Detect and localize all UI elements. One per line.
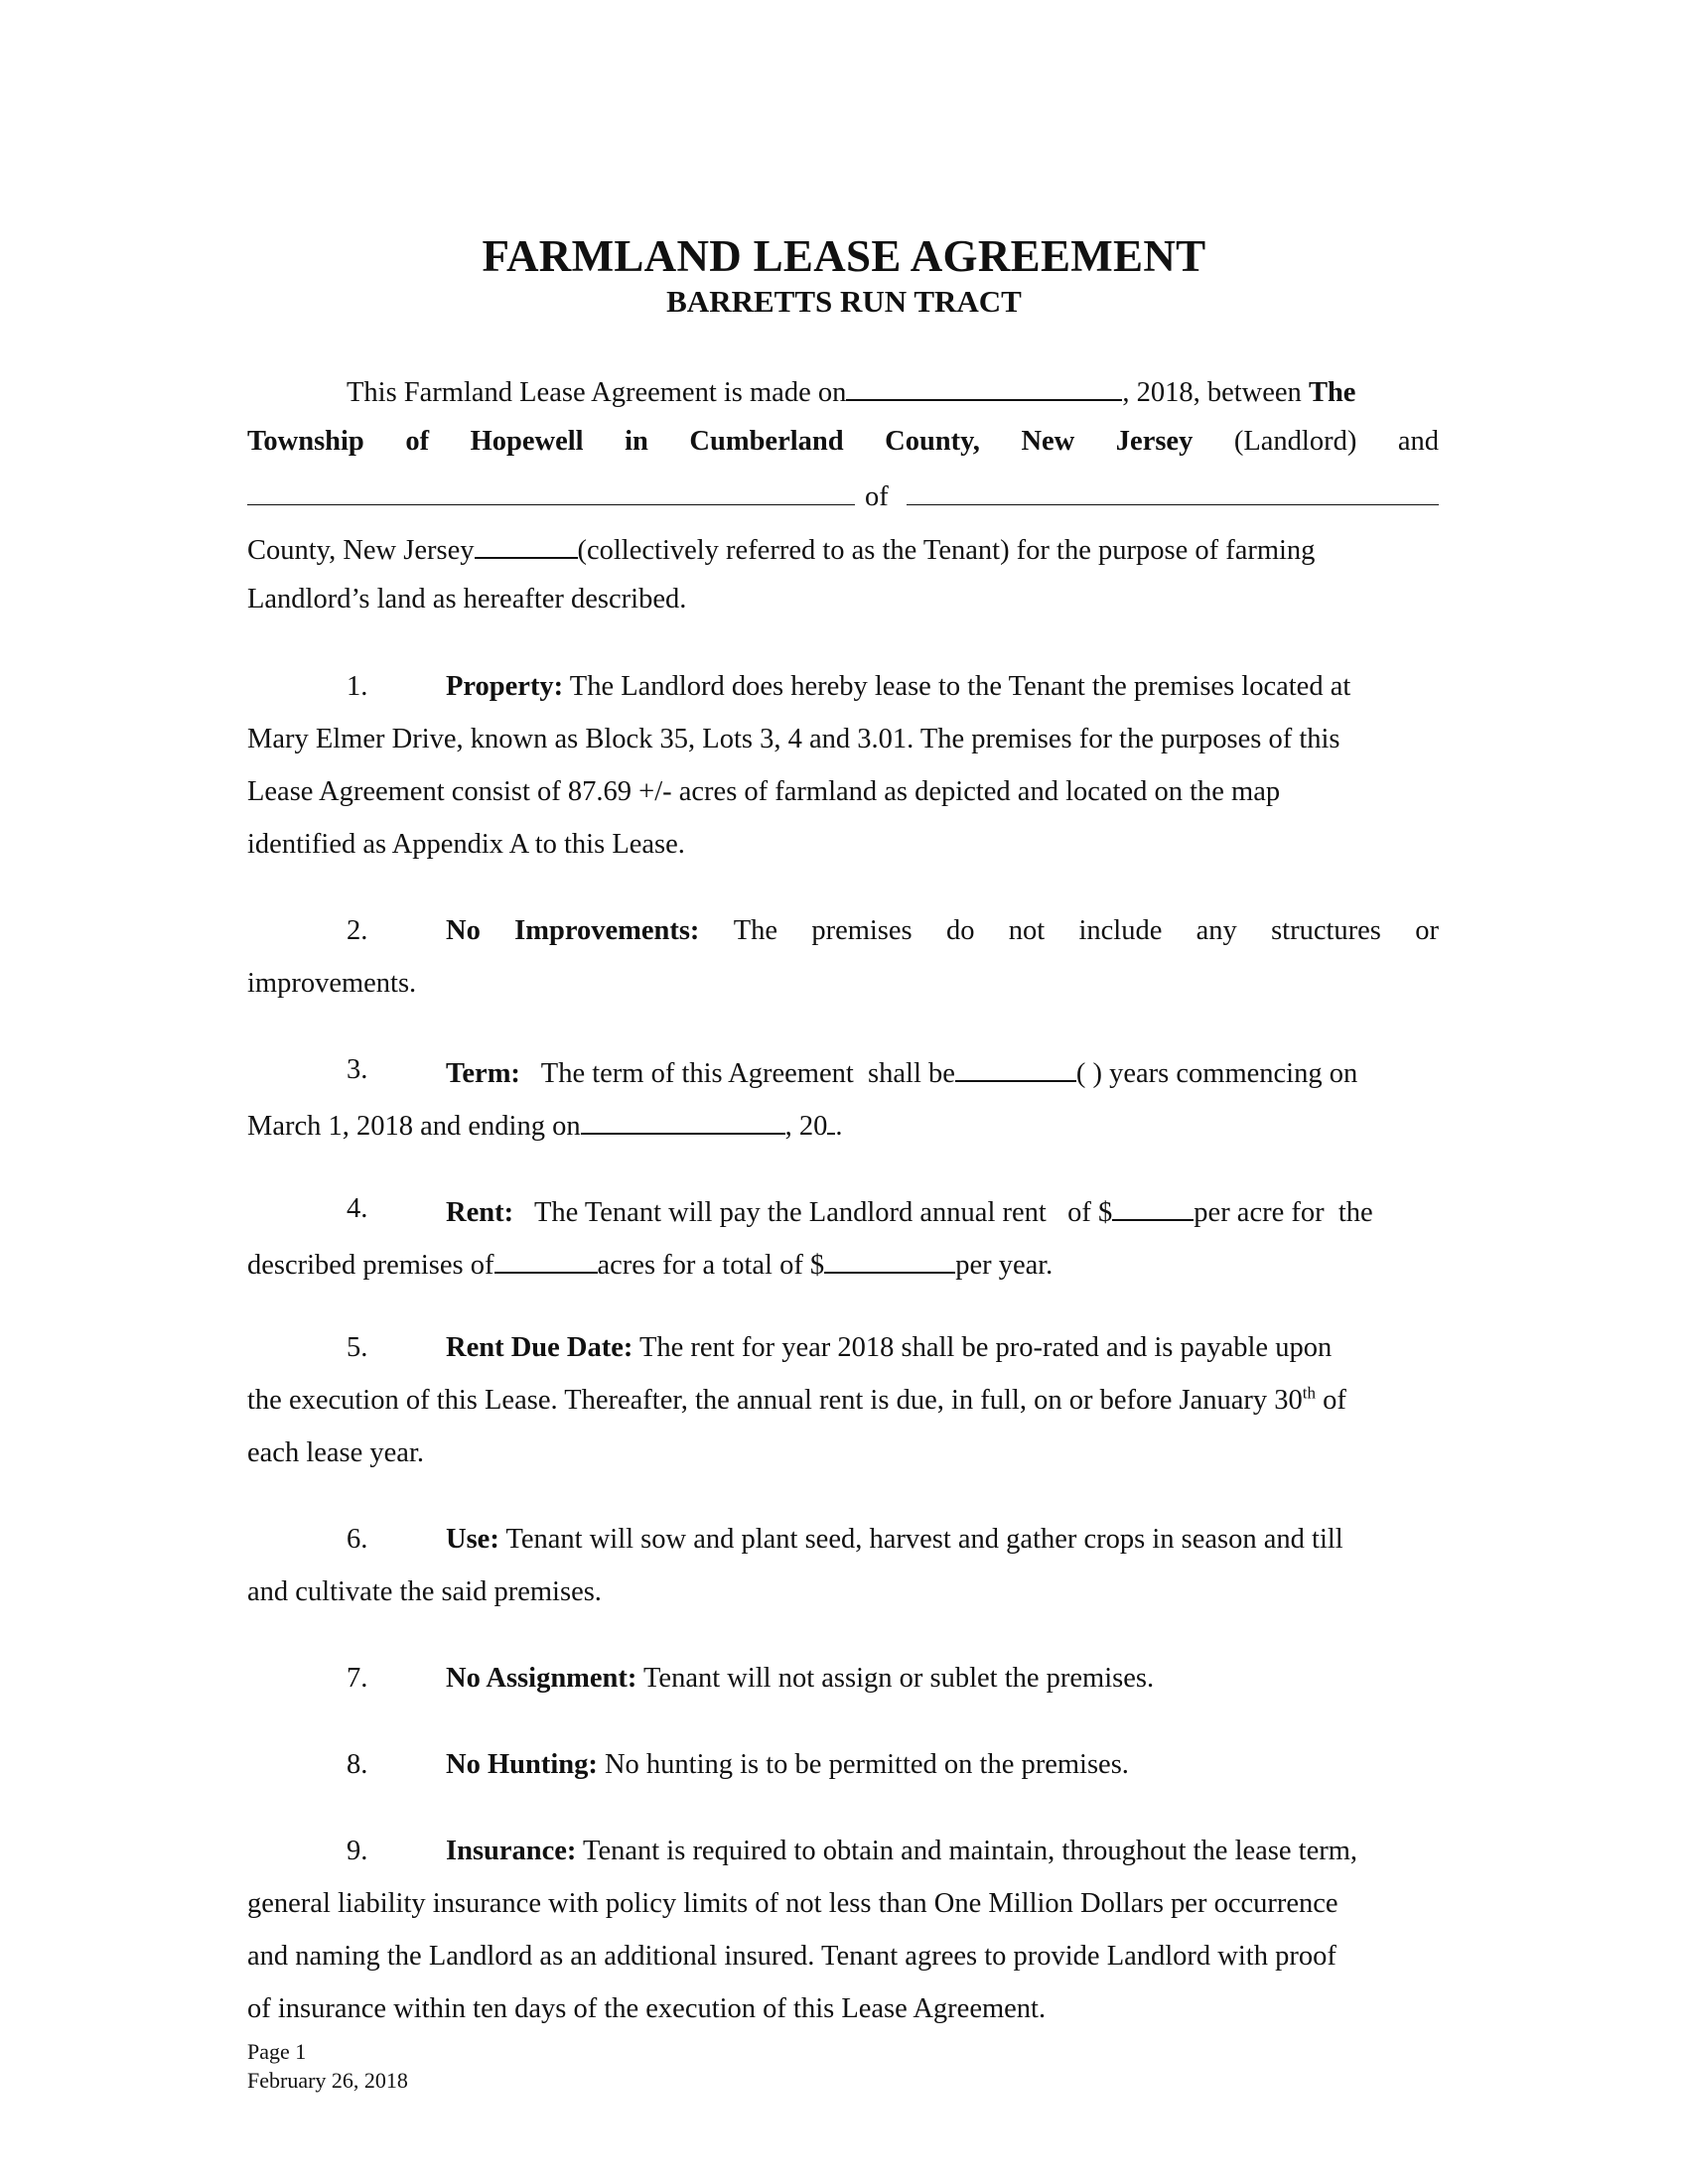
document-title: FARMLAND LEASE AGREEMENT — [482, 231, 1206, 281]
section-2-line-1 — [247, 911, 1439, 951]
section-3-text — [446, 1050, 1357, 1094]
landlord-word: Hopewell — [470, 426, 584, 457]
landlord-word: Jersey — [1115, 426, 1194, 457]
section-text: Tenant is required to obtain and maintain, throughout the lease term, — [576, 1836, 1357, 1866]
section-number: 6. — [347, 1524, 368, 1555]
section-8-text — [446, 1745, 1129, 1785]
section-text: and cultivate the said premises. — [247, 1576, 602, 1607]
section-heading: Insurance: — [446, 1836, 577, 1866]
section-5-line-3 — [247, 1433, 1439, 1473]
section-2-justified — [446, 911, 1439, 951]
section-word: or — [1415, 915, 1439, 946]
landlord-word: in — [625, 426, 648, 457]
section-number: 9. — [347, 1836, 368, 1866]
section-word: not — [1008, 915, 1046, 946]
section-number: 7. — [347, 1663, 368, 1694]
section-text: improvements. — [247, 968, 417, 999]
section-5-line-1 — [247, 1328, 1439, 1368]
section-heading: No Hunting: — [446, 1749, 598, 1780]
date-blank — [846, 369, 1122, 401]
section-text: per year. — [955, 1250, 1054, 1281]
section-word: premises — [811, 915, 913, 946]
section-4-line-1 — [247, 1189, 1439, 1229]
section-text: each lease year. — [247, 1437, 424, 1468]
section-text: per acre for the — [1194, 1197, 1373, 1228]
section-text: . — [835, 1111, 843, 1142]
section-text: The rent for year 2018 shall be pro-rated and is payable upon — [633, 1332, 1333, 1363]
term-years-blank — [955, 1050, 1076, 1082]
intro-text: County, New Jersey — [247, 535, 475, 566]
intro-text: , 2018, between — [1122, 377, 1309, 408]
section-text: the execution of this Lease. Thereafter, the annual rent is due, in full, on or before January 30 — [247, 1385, 1303, 1416]
intro-text: (collectively referred to as the Tenant) for the purpose of farming — [577, 535, 1316, 566]
section-8-line-1 — [247, 1745, 1439, 1785]
section-text: No hunting is to be permitted on the premises. — [597, 1749, 1129, 1780]
section-word: include — [1078, 915, 1163, 946]
intro-word: and — [1397, 426, 1439, 457]
total-rent-blank — [824, 1242, 955, 1274]
section-number: 2. — [347, 915, 368, 946]
intro-text-bold: The — [1308, 377, 1356, 408]
section-text: March 1, 2018 and ending on — [247, 1111, 581, 1142]
section-4-line-2 — [247, 1242, 1439, 1282]
acres-blank — [494, 1242, 598, 1274]
of-word: of — [865, 481, 889, 512]
section-heading: No — [446, 915, 481, 946]
section-text: acres for a total of $ — [597, 1250, 825, 1281]
tenant-name-blank — [247, 475, 855, 505]
section-9-line-3 — [247, 1937, 1439, 1977]
section-heading: Property: — [446, 671, 564, 702]
section-number: 8. — [347, 1749, 368, 1780]
section-5-line-2 — [247, 1381, 1439, 1421]
section-9-line-1 — [247, 1832, 1439, 1871]
end-date-blank — [581, 1103, 785, 1135]
section-heading: No Assignment: — [446, 1663, 637, 1694]
landlord-word: Cumberland — [689, 426, 844, 457]
section-text: and naming the Landlord as an additional insured. Tenant agrees to provide Landlord with proof — [247, 1941, 1336, 1972]
section-7-text — [446, 1659, 1154, 1699]
section-text: of insurance within ten days of the execution of this Lease Agreement. — [247, 1993, 1047, 2024]
section-heading: Rent: — [446, 1197, 514, 1228]
section-9-line-4 — [247, 1989, 1439, 2029]
section-number: 5. — [347, 1332, 368, 1363]
page-footer — [247, 2037, 408, 2095]
section-1-line-3 — [247, 772, 1439, 812]
section-2-line-2 — [247, 964, 1439, 1004]
section-6-line-1 — [247, 1520, 1439, 1560]
section-heading: Rent Due Date: — [446, 1332, 633, 1363]
intro-word: (Landlord) — [1233, 426, 1357, 457]
section-7-line-1 — [247, 1659, 1439, 1699]
section-text: , 20 — [784, 1111, 828, 1142]
section-1-line-1 — [247, 667, 1439, 707]
section-word: structures — [1271, 915, 1381, 946]
intro-line-5 — [247, 580, 1439, 619]
section-4-text — [446, 1189, 1373, 1233]
section-text: ( ) years commencing on — [1075, 1058, 1358, 1089]
section-text: Tenant will not assign or sublet the premises. — [636, 1663, 1155, 1694]
ordinal-suffix: th — [1302, 1383, 1316, 1403]
section-6-text — [446, 1520, 1343, 1560]
section-3-line-2 — [247, 1103, 1439, 1143]
section-5-text — [446, 1328, 1332, 1368]
section-word: do — [945, 915, 975, 946]
intro-text: Landlord’s land as hereafter described. — [247, 584, 687, 614]
section-1-line-4 — [247, 825, 1439, 865]
section-word: The — [733, 915, 778, 946]
section-9-line-2 — [247, 1884, 1439, 1924]
section-6-line-2 — [247, 1572, 1439, 1612]
section-text: identified as Appendix A to this Lease. — [247, 829, 685, 860]
section-heading: Use: — [446, 1524, 499, 1555]
intro-line-2 — [247, 422, 1439, 462]
intro-line-1 — [247, 369, 1439, 409]
section-text: The term of this Agreement shall be — [519, 1058, 955, 1089]
landlord-word: Township — [247, 426, 364, 457]
document-subtitle: BARRETTS RUN TRACT — [666, 284, 1022, 319]
landlord-word: County, — [885, 426, 980, 457]
section-text: The Tenant will pay the Landlord annual rent of $ — [513, 1197, 1113, 1228]
section-text: general liability insurance with policy limits of not less than One Million Dollars per occurrence — [247, 1888, 1338, 1919]
section-number: 4. — [347, 1193, 368, 1224]
section-heading: Improvements: — [514, 915, 700, 946]
section-text: The Landlord does hereby lease to the Tenant the premises located at — [563, 671, 1351, 702]
intro-text: This Farmland Lease Agreement is made on — [347, 377, 847, 408]
section-text: of — [1315, 1385, 1346, 1416]
section-text: Mary Elmer Drive, known as Block 35, Lots 3, 4 and 3.01. The premises for the purposes of this — [247, 724, 1340, 754]
section-number: 3. — [347, 1054, 368, 1085]
section-1-line-2 — [247, 720, 1439, 759]
landlord-word: New — [1021, 426, 1075, 457]
tenant-location-blank — [907, 475, 1439, 505]
intro-line-4 — [247, 527, 1439, 567]
landlord-word: of — [405, 426, 430, 457]
section-number: 1. — [347, 671, 368, 702]
section-text: Tenant will sow and plant seed, harvest and gather crops in season and till — [498, 1524, 1343, 1555]
rent-per-acre-blank — [1112, 1189, 1194, 1221]
section-heading: Term: — [446, 1058, 520, 1089]
section-text: Lease Agreement consist of 87.69 +/- acres of farmland as depicted and located on the map — [247, 776, 1281, 807]
section-3-line-1 — [247, 1050, 1439, 1090]
section-9-text — [446, 1832, 1357, 1871]
intro-line-3 — [247, 475, 1439, 514]
page-number: Page 1 — [247, 2039, 307, 2064]
section-word: any — [1196, 915, 1237, 946]
section-1-text — [446, 667, 1350, 707]
footer-date: February 26, 2018 — [247, 2068, 408, 2093]
county-blank — [475, 527, 578, 559]
section-text: described premises of — [247, 1250, 494, 1281]
